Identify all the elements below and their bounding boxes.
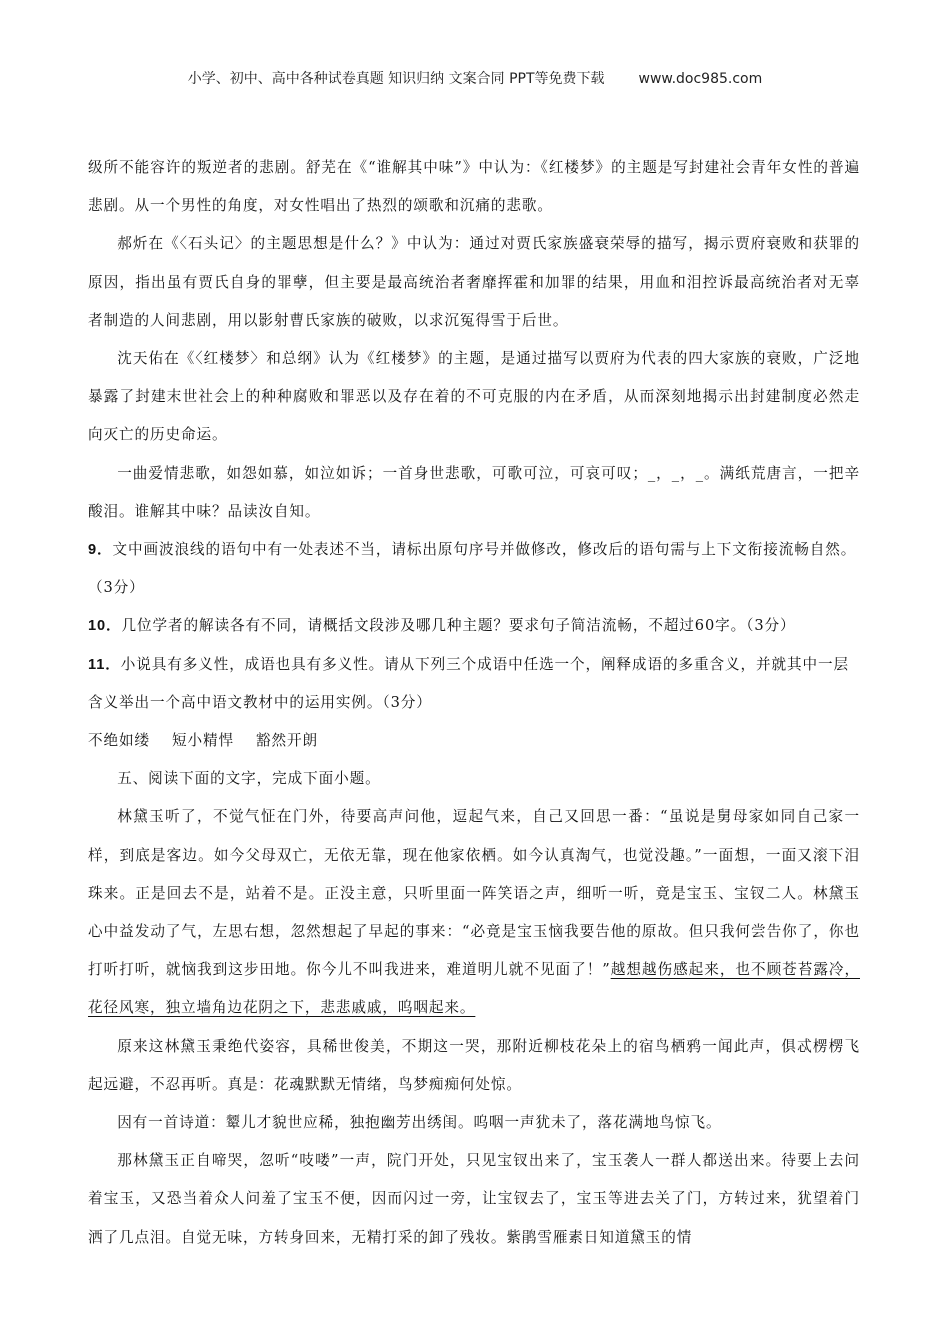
passage-1-text: 林黛玉听了，不觉气怔在门外，待要高声问他，逗起气来，自己又回思一番：“虽说是舅母家如同自己家一样，到底是客边。如今父母双亡，无依无靠，现在他家依栖。如今认真淘气，也觉没趣。”一面想，一面又滚下泪珠来。正是回去不是，站着不是。正没主意，只听里面一阵笑语之声，细听一听，竟是宝玉、宝钗二人。林黛玉心中益发动了气，左思右想，忽然想起了早起的事来：“必竟是宝玉恼我要告他的原故。但只我何尝告你了，你也打听打听，就恼我到这步田地。你今儿不叫我进来，难道明儿就不见面了！” xyxy=(88,808,860,979)
idiom-2: 短小精悍 xyxy=(171,732,234,750)
question-9-text: 文中画波浪线的语句中有一处表述不当，请标出原句序号并做修改，修改后的语句需与上下文衔接流畅自然。（3分） xyxy=(88,541,857,597)
question-10 xyxy=(88,607,860,645)
header-site: www.doc985.com xyxy=(638,71,763,87)
idiom-3: 豁然开朗 xyxy=(255,732,318,750)
wavy-underlined-sentence: 越想越伤感起来，也不顾苍苔露冷，花径风寒，独立墙角边花阴之下，悲悲戚戚，呜咽起来。 xyxy=(88,961,860,1017)
header-text: 小学、初中、高中各种试卷真题 知识归纳 文案合同 PPT等免费下载 xyxy=(187,71,605,87)
question-9-number: 9． xyxy=(88,542,113,559)
paragraph-4: 一曲爱情悲歌，如怨如慕，如泣如诉；一首身世悲歌，可歌可泣，可哀可叹；_，_，_。满纸荒唐言，一把辛酸泪。谁解其中味？品读汝自知。 xyxy=(88,464,860,520)
question-11-number: 11． xyxy=(88,656,121,673)
page-header xyxy=(0,68,950,88)
question-10-text: 几位学者的解读各有不同，请概括文段涉及哪几种主题？要求句子简洁流畅，不超过60字。（3分） xyxy=(121,617,796,635)
paragraph-1: 级所不能容许的叛逆者的悲剧。舒芜在《“谁解其中味”》中认为：《红楼梦》的主题是写封建社会青年女性的普遍悲剧。从一个男性的角度，对女性唱出了热烈的颂歌和沉痛的悲歌。 xyxy=(88,159,860,215)
idiom-options xyxy=(88,722,860,760)
paragraph-2: 郝炘在《〈石头记〉的主题思想是什么？》中认为：通过对贾氏家族盛衰荣辱的描写，揭示贾府衰败和获罪的原因，指出虽有贾氏自身的罪孽，但主要是最高统治者奢靡挥霍和加罪的结果，用血和泪控诉最高统治者对无辜者制造的人间悲剧，用以影射曹氏家族的破败，以求沉冤得雪于后世。 xyxy=(88,235,860,329)
document-body xyxy=(88,149,860,1257)
passage-paragraph-4: 那林黛玉正自啼哭，忽听“吱喽”一声，院门开处，只见宝钗出来了，宝玉袭人一群人都送出来。待要上去问着宝玉，又恐当着众人问羞了宝玉不便，因而闪过一旁，让宝钗去了，宝玉等进去关了门，方转过来，犹望着门洒了几点泪。自觉无味，方转身回来，无精打采的卸了残妆。紫鹃雪雁素日知道黛玉的情 xyxy=(88,1152,860,1246)
passage-paragraph-1 xyxy=(88,798,860,1027)
question-9 xyxy=(88,531,860,607)
passage-paragraph-2: 原来这林黛玉秉绝代姿容，具稀世俊美，不期这一哭，那附近柳枝花朵上的宿鸟栖鸦一闻此声，俱忒楞楞飞起远避，不忍再听。真是：花魂默默无情绪，鸟梦痴痴何处惊。 xyxy=(88,1037,860,1093)
section-5-title: 五、阅读下面的文字，完成下面小题。 xyxy=(117,770,381,788)
idiom-1: 不绝如缕 xyxy=(88,732,150,750)
question-11-text: 小说具有多义性，成语也具有多义性。请从下列三个成语中任选一个，阐释成语的多重含义，并就其中一层含义举出一个高中语文教材中的运用实例。（3分） xyxy=(88,655,849,711)
question-11 xyxy=(88,646,860,722)
question-10-number: 10． xyxy=(88,618,122,635)
paragraph-3: 沈天佑在《〈红楼梦〉和总纲》认为《红楼梦》的主题，是通过描写以贾府为代表的四大家族的衰败，广泛地暴露了封建末世社会上的种种腐败和罪恶以及存在着的不可克服的内在矛盾，从而深刻地揭示出封建制度必然走向灭亡的历史命运。 xyxy=(88,350,860,444)
passage-paragraph-3: 因有一首诗道：颦儿才貌世应稀，独抱幽芳出绣闺。呜咽一声犹未了，落花满地鸟惊飞。 xyxy=(117,1114,722,1132)
